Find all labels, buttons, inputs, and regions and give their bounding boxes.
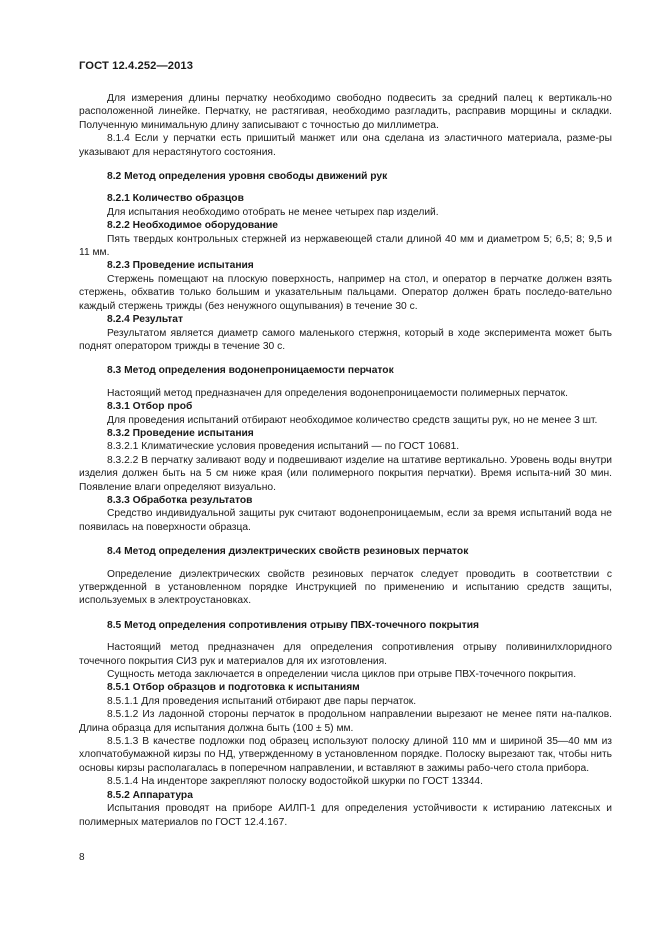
section-heading-8-5: 8.5 Метод определения сопротивления отрыву ПВХ-точечного покрытия	[107, 619, 479, 631]
subsection-heading-8-3-3: 8.3.3 Обработка результатов	[107, 494, 253, 506]
paragraph: Настоящий метод предназначен для определения водонепроницаемости полимерных перчаток.	[107, 387, 568, 399]
paragraph: 8.1.4 Если у перчатки есть пришитый манжет или она сделана из эластичного материала, разме-ры указывают для нерастянутого состояния.	[79, 133, 612, 158]
paragraph: 8.5.1.1 Для проведения испытаний отбирают две пары перчаток.	[107, 695, 417, 707]
paragraph: Для испытания необходимо отобрать не менее четырех пар изделий.	[107, 206, 439, 218]
subsection-heading-8-3-1: 8.3.1 Отбор проб	[107, 401, 193, 413]
paragraph: Для измерения длины перчатку необходимо свободно подвесить за средний палец к вертикаль-но расположенной линейке. Перчатку, не растягивая, необходимо разгладить, расправив морщины и складки. Полученную минимальную длину записывают с точностью до миллиметра.	[79, 93, 612, 131]
paragraph: 8.3.2.2 В перчатку заливают воду и подвешивают изделие на штативе вертикально. Уровень воды внутри изделия должен быть на 5 см ниже края (или полимерного покрытия перчатки). Время испыта-ний 30 мин. Появление влаги определяют визуально.	[79, 454, 612, 493]
paragraph: Стержень помещают на плоскую поверхность, например на стол, и оператор в перчатке должен взять стержень, обхватив только большим и указательным пальцами. Оператор должен брать последо-вательно каждый стержень трижды (без ненужного ощупывания) в течение 30 с.	[79, 273, 612, 312]
paragraph: 8.5.1.3 В качестве подложки под образец используют полоску длиной 110 мм и шириной 35—40 мм из хлопчатобумажной кирзы по НД, утвержденному в установленном порядке. Полоску вырезают так, чтобы нить основы кирзы располагалась в поперечном направлении, и вставляют в зажимы рабо-чего стола прибора.	[79, 736, 612, 774]
document-header: ГОСТ 12.4.252—2013	[79, 60, 194, 72]
paragraph: Средство индивидуальной защиты рук считают водонепроницаемым, если за время испытаний вода не появилась на поверхности образца.	[79, 508, 612, 533]
paragraph: Испытания проводят на приборе АИЛП-1 для определения устойчивости к истиранию латексных и полимерных материалов по ГОСТ 12.4.167.	[79, 803, 612, 828]
paragraph: Пять твердых контрольных стержней из нержавеющей стали длиной 40 мм и диаметром 5; 6,5; 8; 9,5 и 11 мм.	[79, 233, 612, 259]
document-body	[79, 92, 612, 829]
subsection-heading-8-2-3: 8.2.3 Проведение испытания	[107, 260, 254, 272]
paragraph: Результатом является диаметр самого маленького стержня, который в ходе эксперимента может быть поднят оператором трижды в течение 30 с.	[79, 327, 612, 352]
section-heading-8-3: 8.3 Метод определения водонепроницаемости перчаток	[107, 365, 394, 377]
subsection-heading-8-2-2: 8.2.2 Необходимое оборудование	[107, 220, 278, 232]
paragraph: Настоящий метод предназначен для определения сопротивления отрыву поливинилхлоридного точечного покрытия СИЗ рук и материалов для их изготовления.	[79, 642, 612, 667]
subsection-heading-8-5-2: 8.5.2 Аппаратура	[107, 789, 193, 801]
paragraph: Для проведения испытаний отбирают необходимое количество средств защиты рук, но не менее 3 шт.	[107, 414, 598, 426]
subsection-heading-8-5-1: 8.5.1 Отбор образцов и подготовка к испытаниям	[107, 682, 360, 694]
paragraph: 8.3.2.1 Климатические условия проведения испытаний — по ГОСТ 10681.	[107, 441, 460, 453]
paragraph: 8.5.1.2 Из ладонной стороны перчаток в продольном направлении вырезают не менее пяти на-палков. Длина образца для испытания должна быть (100 ± 5) мм.	[79, 709, 612, 734]
subsection-heading-8-2-4: 8.2.4 Результат	[107, 314, 183, 326]
paragraph: Определение диэлектрических свойств резиновых перчаток следует проводить в соответствии с утвержденной в установленном порядке Инструкцией по применению и испытанию средств защиты, используемых в электроустановках.	[79, 568, 612, 607]
subsection-heading-8-2-1: 8.2.1 Количество образцов	[107, 193, 244, 205]
section-heading-8-4: 8.4 Метод определения диэлектрических свойств резиновых перчаток	[107, 546, 469, 558]
paragraph: 8.5.1.4 На инденторе закрепляют полоску водостойкой шкурки по ГОСТ 13344.	[107, 776, 483, 788]
page-number: 8	[79, 852, 85, 863]
paragraph: Сущность метода заключается в определении числа циклов при отрыве ПВХ-точечного покрытия.	[107, 669, 577, 681]
section-heading-8-2: 8.2 Метод определения уровня свободы движений рук	[107, 171, 388, 183]
subsection-heading-8-3-2: 8.3.2 Проведение испытания	[107, 427, 254, 439]
